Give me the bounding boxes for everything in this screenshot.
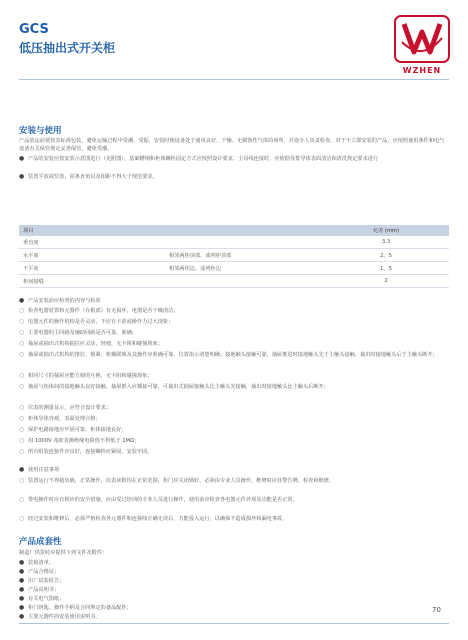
usage-item: ○ 经过安装和维修后，必须严格检查各元器件和连接线正确无误后，方能投入运行，以确保不造成损坏和漏电事故。	[19, 515, 288, 522]
bullet-dot-icon: ●	[19, 155, 25, 162]
bullet-circle-icon: ○	[19, 415, 25, 422]
product-title: 低压抽出式开关柜	[19, 41, 116, 55]
tolerance-table	[19, 225, 449, 288]
table-cell-desc: 相邻两柜顶部、成列柜顶部	[165, 249, 323, 262]
check-item: ○ 所有组装连接件应良好，连接螺栓应紧固，安装牢固。	[19, 448, 153, 455]
table-cell-value: 2、5	[323, 249, 449, 262]
check-item: ○ 电器元件的操作机构是否灵活，不应有卡涩或操作力过大现象；	[19, 318, 174, 325]
bullet-circle-icon: ○	[19, 351, 25, 358]
bullet-circle-icon: ○	[19, 437, 25, 444]
footer-divider	[19, 623, 449, 624]
check-item: ○ 主要电器的主回路及辅助回路是否可靠，准确；	[19, 329, 137, 336]
header-divider	[19, 79, 449, 80]
bullet-circle-icon: ○	[19, 318, 25, 325]
section-heading-accessories: 产品成套性	[19, 537, 62, 547]
bullet-circle-icon: ○	[19, 426, 25, 433]
check-item: ○ 保护电路接地应牢固可靠，柜体接地良好；	[19, 426, 127, 433]
check-item: ○ 抽屉或抽出式机构抽拉应灵活，轻便，无卡阻和碰撞现象；	[19, 340, 163, 347]
accessory-item: ● 有关电气图纸；	[19, 595, 65, 602]
table-cell-desc: 相邻两柜边、成列柜边	[165, 262, 323, 275]
bullet-dot-icon: ●	[19, 173, 25, 180]
bullet-dot-icon: ●	[19, 613, 25, 620]
bullet-circle-icon: ○	[19, 383, 25, 390]
check-item: ○ 用 1000V 兆欧表测绝缘电阻值不得低于 1MΩ；	[19, 437, 140, 444]
bullet-dot-icon: ●	[19, 577, 25, 584]
usage-item: ○ 装置运行不得超负载，正常操作，仪表读数均在正常范围，柜门应关闭锁好，必须由专业人员操作，维修时应挂警告牌，检查和维修。	[19, 477, 335, 484]
bullet-dot-icon: ●	[19, 568, 25, 575]
bullet-circle-icon: ○	[19, 477, 25, 484]
bullet-dot-icon: ●	[19, 595, 25, 602]
bullet-circle-icon: ○	[19, 496, 25, 503]
accessory-item: ● 装箱清单；	[19, 559, 54, 566]
bullet-dot-icon: ●	[19, 604, 25, 611]
bullet-dot-icon: ●	[19, 559, 25, 566]
table-cell-item: 垂直度	[19, 236, 165, 249]
product-code: GCS	[19, 22, 49, 37]
table-row	[19, 262, 449, 275]
bullet-circle-icon: ○	[19, 340, 25, 347]
brand-logo-text: WZHEN	[402, 66, 442, 75]
column-header-value: 允差 (mm)	[323, 225, 449, 236]
bullet-dot-icon: ●	[19, 466, 25, 473]
section-heading-install: 安装与使用	[19, 126, 62, 136]
table-cell-desc	[165, 275, 323, 288]
bullet-dot-icon: ●	[19, 586, 25, 593]
table-cell-value: 1、5	[323, 262, 449, 275]
table-header-row	[19, 225, 449, 236]
table-cell-value: 2	[323, 275, 449, 288]
table-row	[19, 249, 449, 262]
check-item: ○ 柜体导体外观，表面处理合格；	[19, 415, 101, 422]
accessory-item: ● 出厂试验报告；	[19, 577, 65, 584]
check-item: ○ 抽屉与柜体间的接地触头良好接触，抽屉推入应插接可靠，可抽出式抽屉接触头比主触头先接触，抽出时接地触头比主触头后断开；	[19, 383, 329, 390]
table-cell-item: 水平度	[19, 249, 165, 262]
brand-logo-icon	[392, 14, 452, 66]
bullet-circle-icon: ○	[19, 372, 25, 379]
accessories-intro: 制造厂供货时应提供下列文件及附件：	[19, 550, 108, 556]
check-heading: ● 产品安装前应检查的内容与检验	[19, 297, 101, 304]
accessory-item: ● 产品合格证；	[19, 568, 60, 575]
page-number: 70	[432, 606, 441, 614]
install-intro: 产品装运前要按其标准包装，避免运输过程中受潮、受振，安装时使设备处于通风良好、干燥、无腐蚀性气体的场所，并设专人负责检查。对于不立即安装的产品，应按照使用条件和电气设备有关保管规定妥善保管，避免受潮。	[19, 138, 445, 152]
column-header-item: 项目	[19, 225, 323, 236]
bullet-circle-icon: ○	[19, 404, 25, 411]
install-bullet: ● 产品的安装应按安装示意图进行（见附图），基础槽钢和柜体螺栓固定方式应按照设计要求，主母线连接时，应依据母排导体表面清洁和清洗规定要求进行	[19, 155, 379, 162]
bullet-circle-icon: ○	[19, 448, 25, 455]
accessory-item: ● 产品说明书；	[19, 586, 60, 593]
check-item: ○ 相同尺寸的抽屉应能方便的互换，无卡阻和碰撞现象；	[19, 372, 153, 379]
check-item: ○ 抽屉或抽出式机构的推拉、锁紧、机械联锁及其操作应准确可靠，位置指示清楚明确；接地触头接触可靠，抽屉推进时接地触头先于主触头接触，抽出时接地触头后于主触头断开；	[19, 351, 438, 358]
bullet-dot-icon: ●	[19, 297, 25, 304]
usage-item: ○ 带电操作时应有相应的安全措施，应由受过培训的专业人员进行操作，使用前应检查各电器元件外观及功能是否正常。	[19, 496, 298, 503]
table-cell-item: 不平度	[19, 262, 165, 275]
check-item: ○ 检查电器装置和元器件（在根部）有无损坏，电器是否干燥清洁；	[19, 307, 179, 314]
table-cell-item: 柜间接缝	[19, 275, 165, 288]
table-cell-value: 3.3	[323, 236, 449, 249]
bullet-circle-icon: ○	[19, 515, 25, 522]
check-item: ○ 仪表的测量显示，应符合设计要求；	[19, 404, 112, 411]
table-row	[19, 275, 449, 288]
accessory-item: ● 柜门钥匙、操作手柄及合同规定的备品配件；	[19, 604, 132, 611]
table-row	[19, 236, 449, 249]
accessory-item: ● 主要元器件的安装使用说明书。	[19, 613, 101, 620]
bullet-circle-icon: ○	[19, 307, 25, 314]
bullet-circle-icon: ○	[19, 329, 25, 336]
table-cell-desc	[165, 236, 323, 249]
install-bullet: ● 装置平放或竖放，同条直角以及相距不得大于规范要求。	[19, 173, 158, 180]
usage-heading: ● 使用注意事项	[19, 466, 60, 473]
